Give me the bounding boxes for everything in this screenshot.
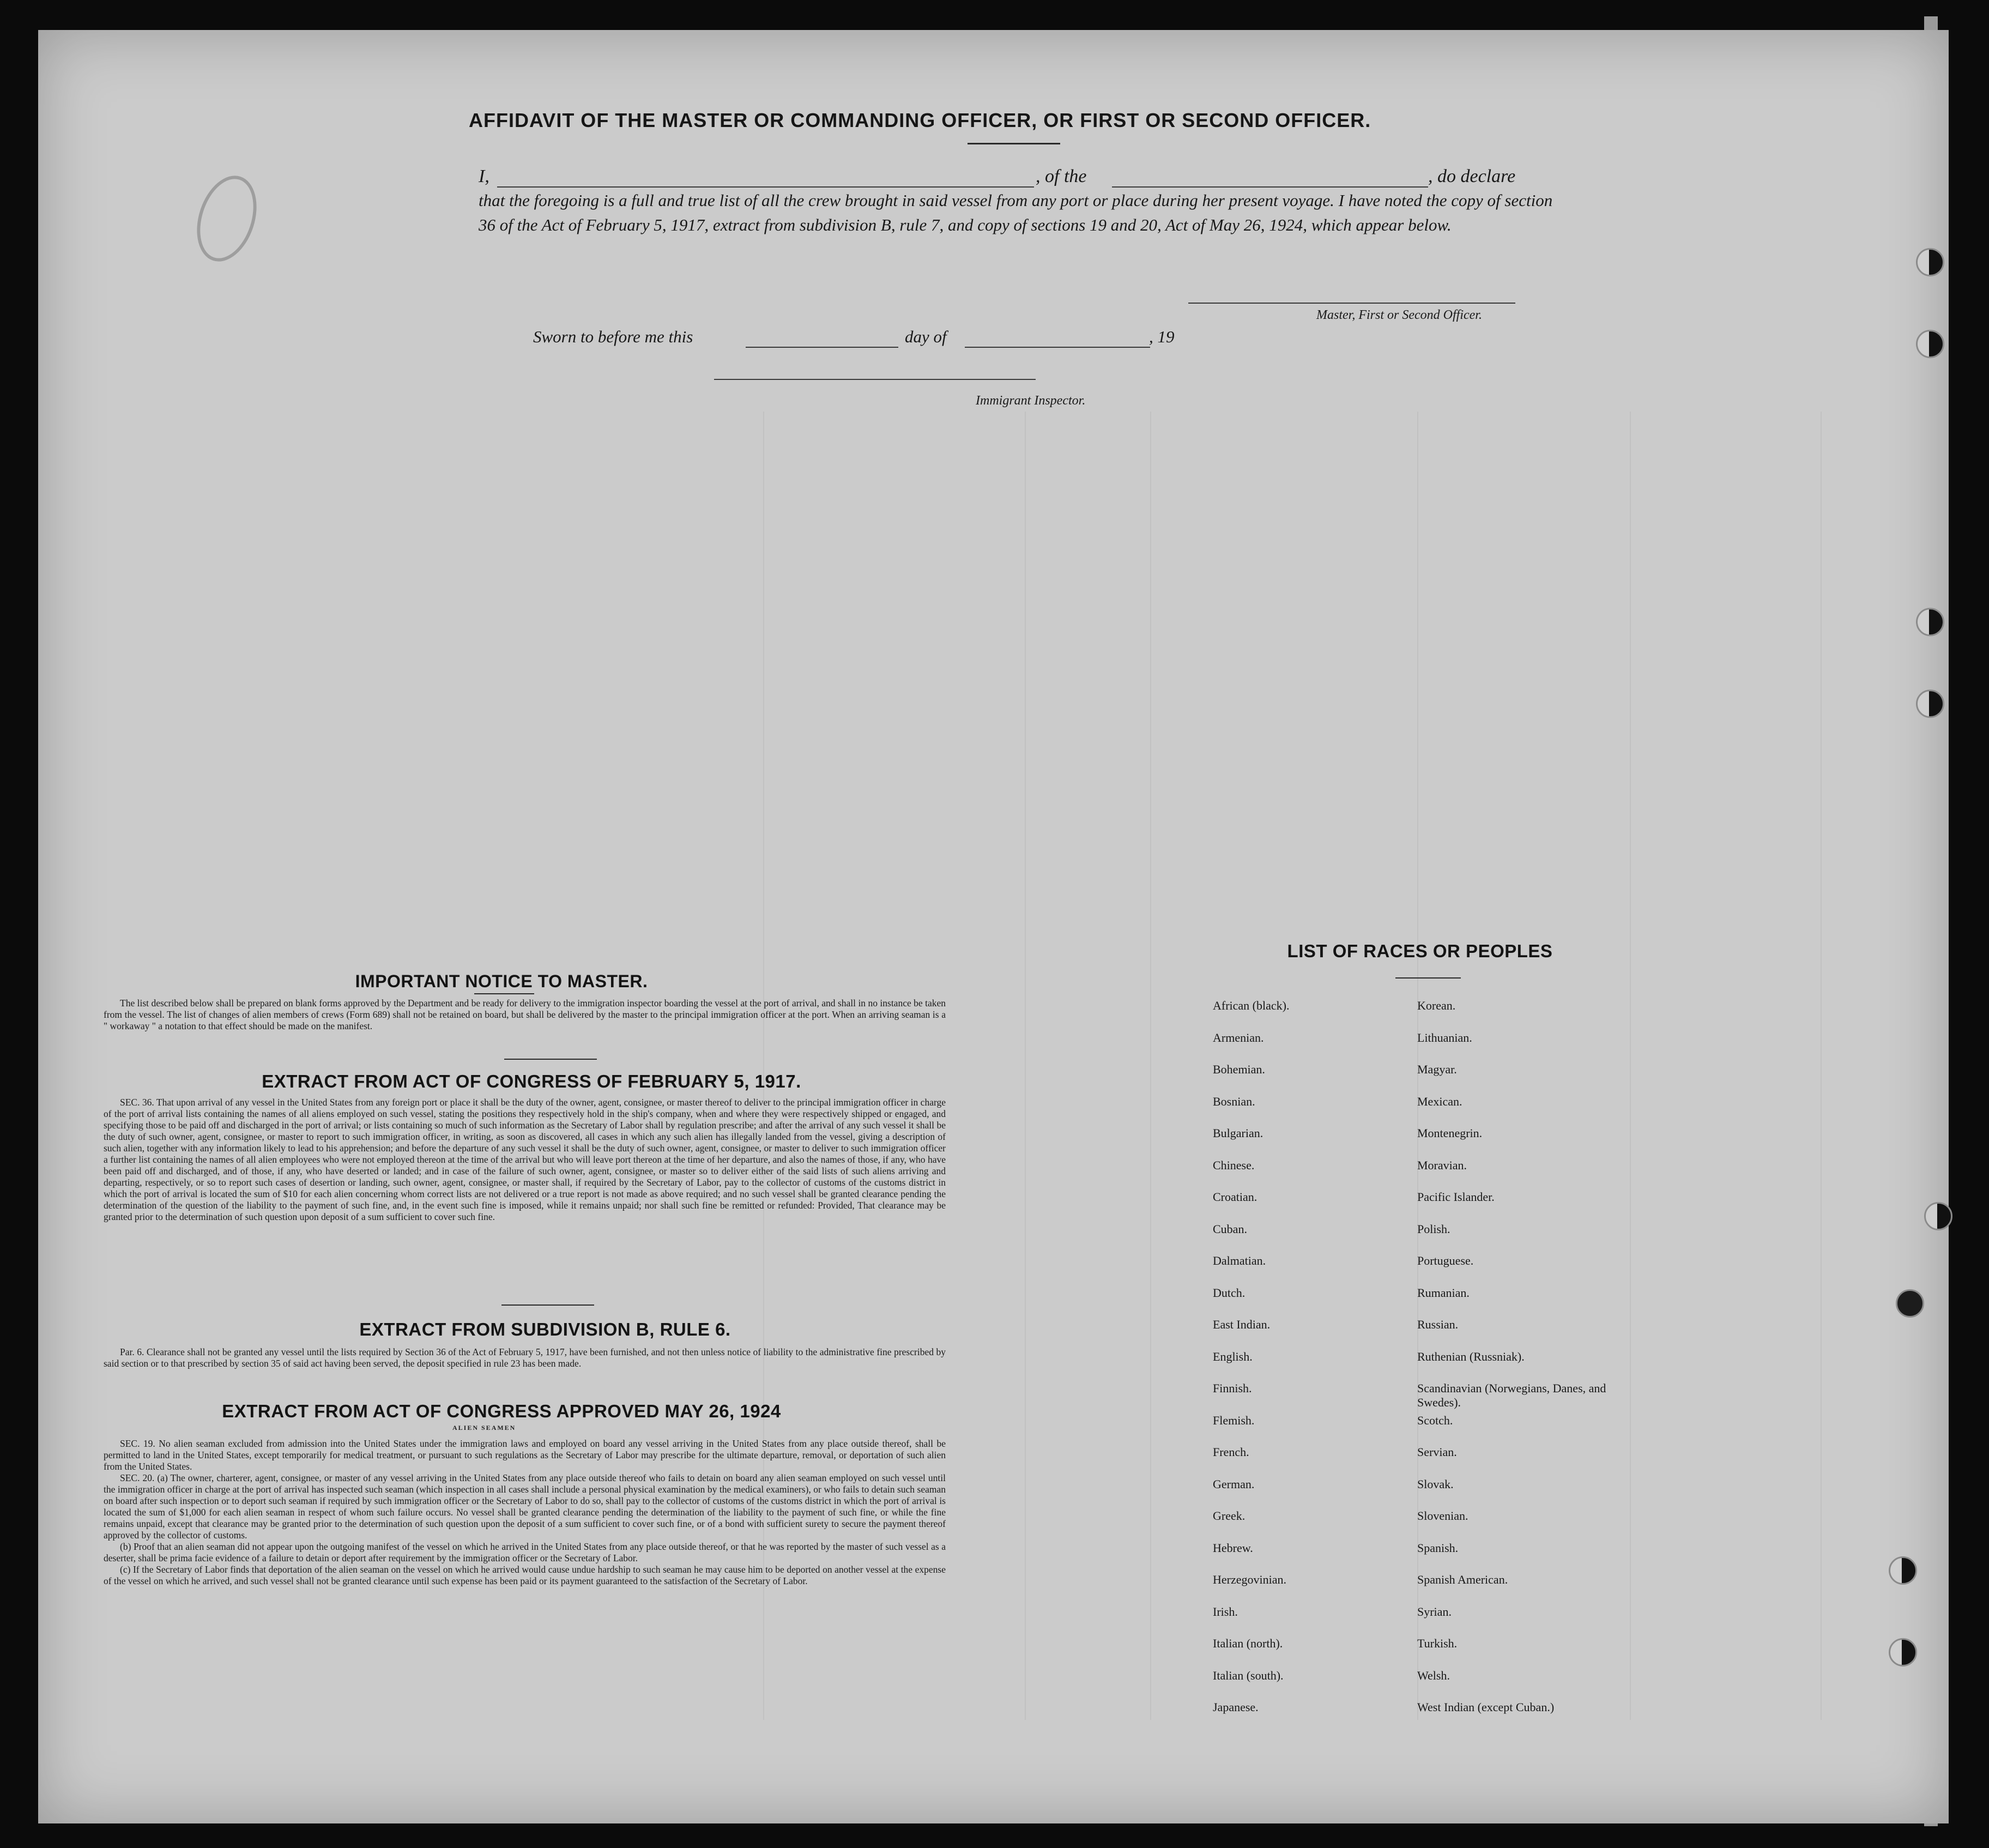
race-item: Bulgarian. — [1213, 1126, 1263, 1140]
extract-1917-title: EXTRACT FROM ACT OF CONGRESS OF FEBRUARY 5, 1917. — [262, 1071, 801, 1091]
race-item: Finnish. — [1213, 1381, 1252, 1395]
divider — [504, 1059, 597, 1060]
race-item: Dalmatian. — [1213, 1254, 1266, 1267]
binder-hole — [1916, 330, 1944, 358]
extract-1924-subtitle: ALIEN SEAMEN — [452, 1424, 516, 1432]
extract-1924-title: EXTRACT FROM ACT OF CONGRESS APPROVED MAY 26, 1924 — [222, 1401, 781, 1421]
race-item: Servian. — [1417, 1445, 1457, 1459]
race-item: Italian (north). — [1213, 1636, 1283, 1650]
race-item: Slovak. — [1417, 1477, 1454, 1491]
race-item: Chinese. — [1213, 1158, 1255, 1172]
affidavit-of-the-label: , of the — [1036, 166, 1087, 186]
race-item: Lithuanian. — [1417, 1030, 1472, 1044]
binder-hole — [1916, 608, 1944, 636]
binder-hole — [1889, 1638, 1917, 1666]
races-left-column — [1213, 999, 1431, 1732]
name-blank-line — [497, 186, 1034, 188]
race-item: Armenian. — [1213, 1030, 1264, 1044]
binder-hole — [1916, 248, 1944, 276]
race-item: Rumanian. — [1417, 1285, 1470, 1300]
vessel-blank-line — [1112, 186, 1428, 188]
race-item: Hebrew. — [1213, 1541, 1253, 1555]
bleed-line — [1150, 412, 1151, 1720]
sec-20a-paragraph: SEC. 20. (a) The owner, charterer, agent, consignee, or master of any vessel arriving in the United States from any place outside thereof who fails to detain on board any alien seaman employed on such vessel until the immigration officer in charge at the port of arrival has inspected such seaman (which inspection in all cases shall include a personal physical examination by the medical examiners), or who fails to detain such seaman on board after such inspection or to deport such seaman if required by such immigration officer or the Secretary of Labor to do so, shall pay to the collector of customs of the customs district in which the port of arrival is located the sum of $1,000 for each alien seaman in respect of whom such failure occurs. No vessel shall be granted clearance pending the determination of the liability to the payment of such fine, or while the fine remains unpaid, except that clearance may be granted prior to the determination of such question upon the deposit of a sum sufficient to cover such fine, or of a bond with sufficient surety to secure the payment thereof approved by the collector of customs. — [104, 1472, 946, 1541]
sec-19-paragraph: SEC. 19. No alien seaman excluded from admission into the United States under the immigration laws and employed on board any vessel arriving in the United States from any place outside thereof, shall be permitted to land in the United States, except temporarily for medical treatment, or pursuant to such regulations as the Secretary of Labor may prescribe for the ultimate departure, removal, or deportation of such alien from the United States. — [104, 1438, 946, 1472]
race-item: Croatian. — [1213, 1190, 1258, 1204]
race-item: Syrian. — [1417, 1604, 1452, 1618]
sworn-prefix: Sworn to before me this — [533, 327, 693, 346]
affidavit-i-label: I, — [479, 166, 489, 186]
race-item: Korean. — [1417, 999, 1456, 1012]
sworn-year-label: , 19 — [1149, 327, 1175, 346]
race-item: Magyar. — [1417, 1062, 1457, 1076]
divider — [968, 143, 1060, 144]
race-item: Scotch. — [1417, 1413, 1453, 1427]
race-item: Dutch. — [1213, 1285, 1246, 1300]
sworn-day-line — [746, 347, 898, 348]
races-right-column — [1417, 999, 1646, 1732]
divider — [1395, 977, 1461, 979]
binder-hole — [1896, 1289, 1924, 1318]
affidavit-declare-label: , do declare — [1428, 166, 1516, 186]
sworn-day-label: day of — [905, 327, 947, 346]
faint-stamp — [186, 168, 267, 269]
race-item: Slovenian. — [1417, 1509, 1468, 1523]
extract-1924-body — [104, 1438, 946, 1587]
binder-hole — [1924, 1202, 1952, 1230]
sec-20c-paragraph: (c) If the Secretary of Labor finds that deportation of the alien seaman on the vessel on which he arrived would cause undue hardship to such seaman he may cause him to be deported on another vessel at the expense of the vessel on which he arrived, and such vessel shall not be granted clearance until such expense has been paid or its payment guaranteed to the satisfaction of the Secretary of Labor. — [104, 1564, 946, 1586]
race-item: Bosnian. — [1213, 1094, 1255, 1108]
sworn-month-line — [965, 347, 1150, 348]
affidavit-title: AFFIDAVIT OF THE MASTER OR COMMANDING OFFICER, OR FIRST OR SECOND OFFICER. — [469, 109, 1371, 131]
race-item: Italian (south). — [1213, 1668, 1284, 1682]
race-item: Irish. — [1213, 1604, 1238, 1618]
race-item: Scandinavian (Norwegians, Danes, and Swedes). — [1417, 1381, 1606, 1409]
extract-rule6-title: EXTRACT FROM SUBDIVISION B, RULE 6. — [359, 1319, 731, 1339]
race-item: German. — [1213, 1477, 1255, 1491]
bleed-line — [1025, 412, 1026, 1720]
race-item: Turkish. — [1417, 1636, 1458, 1650]
inspector-signature-line — [714, 379, 1036, 380]
race-item: Bohemian. — [1213, 1062, 1265, 1076]
par-6-paragraph: Par. 6. Clearance shall not be granted any vessel until the lists required by Section 36 of the Act of February 5, 1917, have been furnished, and not then unless notice of liability to the administrative fine prescribed by said section or to that prescribed by section 35 of said act having been served, the deposit specified in rule 23 has been made. — [104, 1346, 946, 1369]
race-item: Russian. — [1417, 1318, 1459, 1331]
race-item: Spanish American. — [1417, 1573, 1508, 1586]
notice-body — [104, 998, 946, 1032]
bleed-line — [1821, 412, 1822, 1720]
divider — [501, 1305, 594, 1306]
binder-hole — [1916, 690, 1944, 718]
sec-36-paragraph: SEC. 36. That upon arrival of any vessel in the United States from any foreign port or place it shall be the duty of the owner, agent, consignee, or master thereof to deliver to the principal immigration officer in charge of the port of arrival lists containing the names of all aliens employed on such vessel, stating the positions they respectively hold in the ship's company, when and where they were respectively shipped or engaged, and specifying those to be paid off and discharged in the port of arrival; or lists containing so much of such information as the Secretary of Labor shall by regulation prescribe; and after the arrival of any such vessel it shall be the duty of such owner, agent, consignee, or master to report to such immigration officer, in writing, as soon as discovered, all cases in which any such alien has illegally landed from the vessel, giving a description of such alien, together with any information likely to lead to his apprehension; and before the departure of any such vessel it shall be the duty of such owner, agent, consignee, or master to deliver to such immigration officer a further list containing the names of all alien employees who were not employed thereon at the time of the arrival but who will leave port thereon at the time of her departure, and also the names of those, if any, who have been paid off and discharged, and of those, if any, who have deserted or landed; and in case of the failure of such owner, agent, consignee, or master so to deliver either of the said lists of such aliens arriving and departing, respectively, or so to report such cases of desertion or landing, such owner, agent, consignee, or master shall, if required by the Secretary of Labor, pay to the collector of customs of the customs district in which the port of arrival is located the sum of $10 for each alien concerning whom correct lists are not delivered or a true report is not made as above required; and no such vessel shall be granted clearance pending the determination of the question of the liability to the payment of such fine, and, in the event such fine is imposed, while it remains unpaid; nor shall such fine be remitted or refunded: Provided, That clearance may be granted prior to the determination of such question upon deposit of a sum sufficient to cover such fine. — [104, 1097, 946, 1222]
race-item: Moravian. — [1417, 1158, 1467, 1172]
race-item: African (black). — [1213, 999, 1290, 1012]
notice-paragraph: The list described below shall be prepared on blank forms approved by the Department and be ready for delivery to the immigration inspector boarding the vessel at the port of arrival, and shall in no instance be taken from the vessel. The list of changes of alien members of crews (Form 689) shall not be retained on board, but shall be delivered by the master to the principal immigration officer at the port. When an arriving seaman is a " workaway " a notation to that effect should be made on the manifest. — [104, 998, 946, 1031]
race-item: English. — [1213, 1349, 1253, 1363]
race-item: Spanish. — [1417, 1541, 1459, 1555]
races-title: LIST OF RACES OR PEOPLES — [1287, 941, 1553, 961]
notice-title: IMPORTANT NOTICE TO MASTER. — [355, 971, 648, 991]
race-item: Montenegrin. — [1417, 1126, 1483, 1140]
race-item: Cuban. — [1213, 1222, 1247, 1236]
divider — [474, 993, 534, 994]
race-item: Polish. — [1417, 1222, 1450, 1236]
race-item: Herzegovinian. — [1213, 1573, 1286, 1586]
race-item: Japanese. — [1213, 1700, 1259, 1714]
race-item: Flemish. — [1213, 1413, 1255, 1427]
race-item: West Indian (except Cuban.) — [1417, 1700, 1555, 1714]
inspector-caption: Immigrant Inspector. — [976, 394, 1086, 408]
affidavit-body: that the foregoing is a full and true list of all the crew brought in said vessel from any port or place during her present voyage. I have noted the copy of section 36 of the Act of February 5, 1917, extract from subdivision B, rule 7, and copy of sections 19 and 20, Act of May 26, 1924, which appear below. — [479, 191, 1553, 234]
extract-rule6-body — [104, 1346, 946, 1369]
race-item: East Indian. — [1213, 1318, 1271, 1331]
extract-1917-body — [104, 1097, 946, 1223]
master-caption: Master, First or Second Officer. — [1316, 308, 1482, 322]
binder-hole — [1889, 1556, 1917, 1585]
race-item: French. — [1213, 1445, 1249, 1459]
race-item: Greek. — [1213, 1509, 1246, 1523]
race-item: Portuguese. — [1417, 1254, 1474, 1267]
master-signature-line — [1188, 303, 1515, 304]
race-item: Welsh. — [1417, 1668, 1450, 1682]
sec-20b-paragraph: (b) Proof that an alien seaman did not appear upon the outgoing manifest of the vessel on which he arrived in the United States from any place outside thereof, or that he was reported by the master of such vessel as a deserter, shall be prima facie evidence of a failure to detain or deport after requirement by the immigration officer or the Secretary of Labor. — [104, 1541, 946, 1563]
race-item: Pacific Islander. — [1417, 1190, 1495, 1204]
race-item: Ruthenian (Russniak). — [1417, 1349, 1525, 1363]
race-item: Mexican. — [1417, 1094, 1462, 1108]
